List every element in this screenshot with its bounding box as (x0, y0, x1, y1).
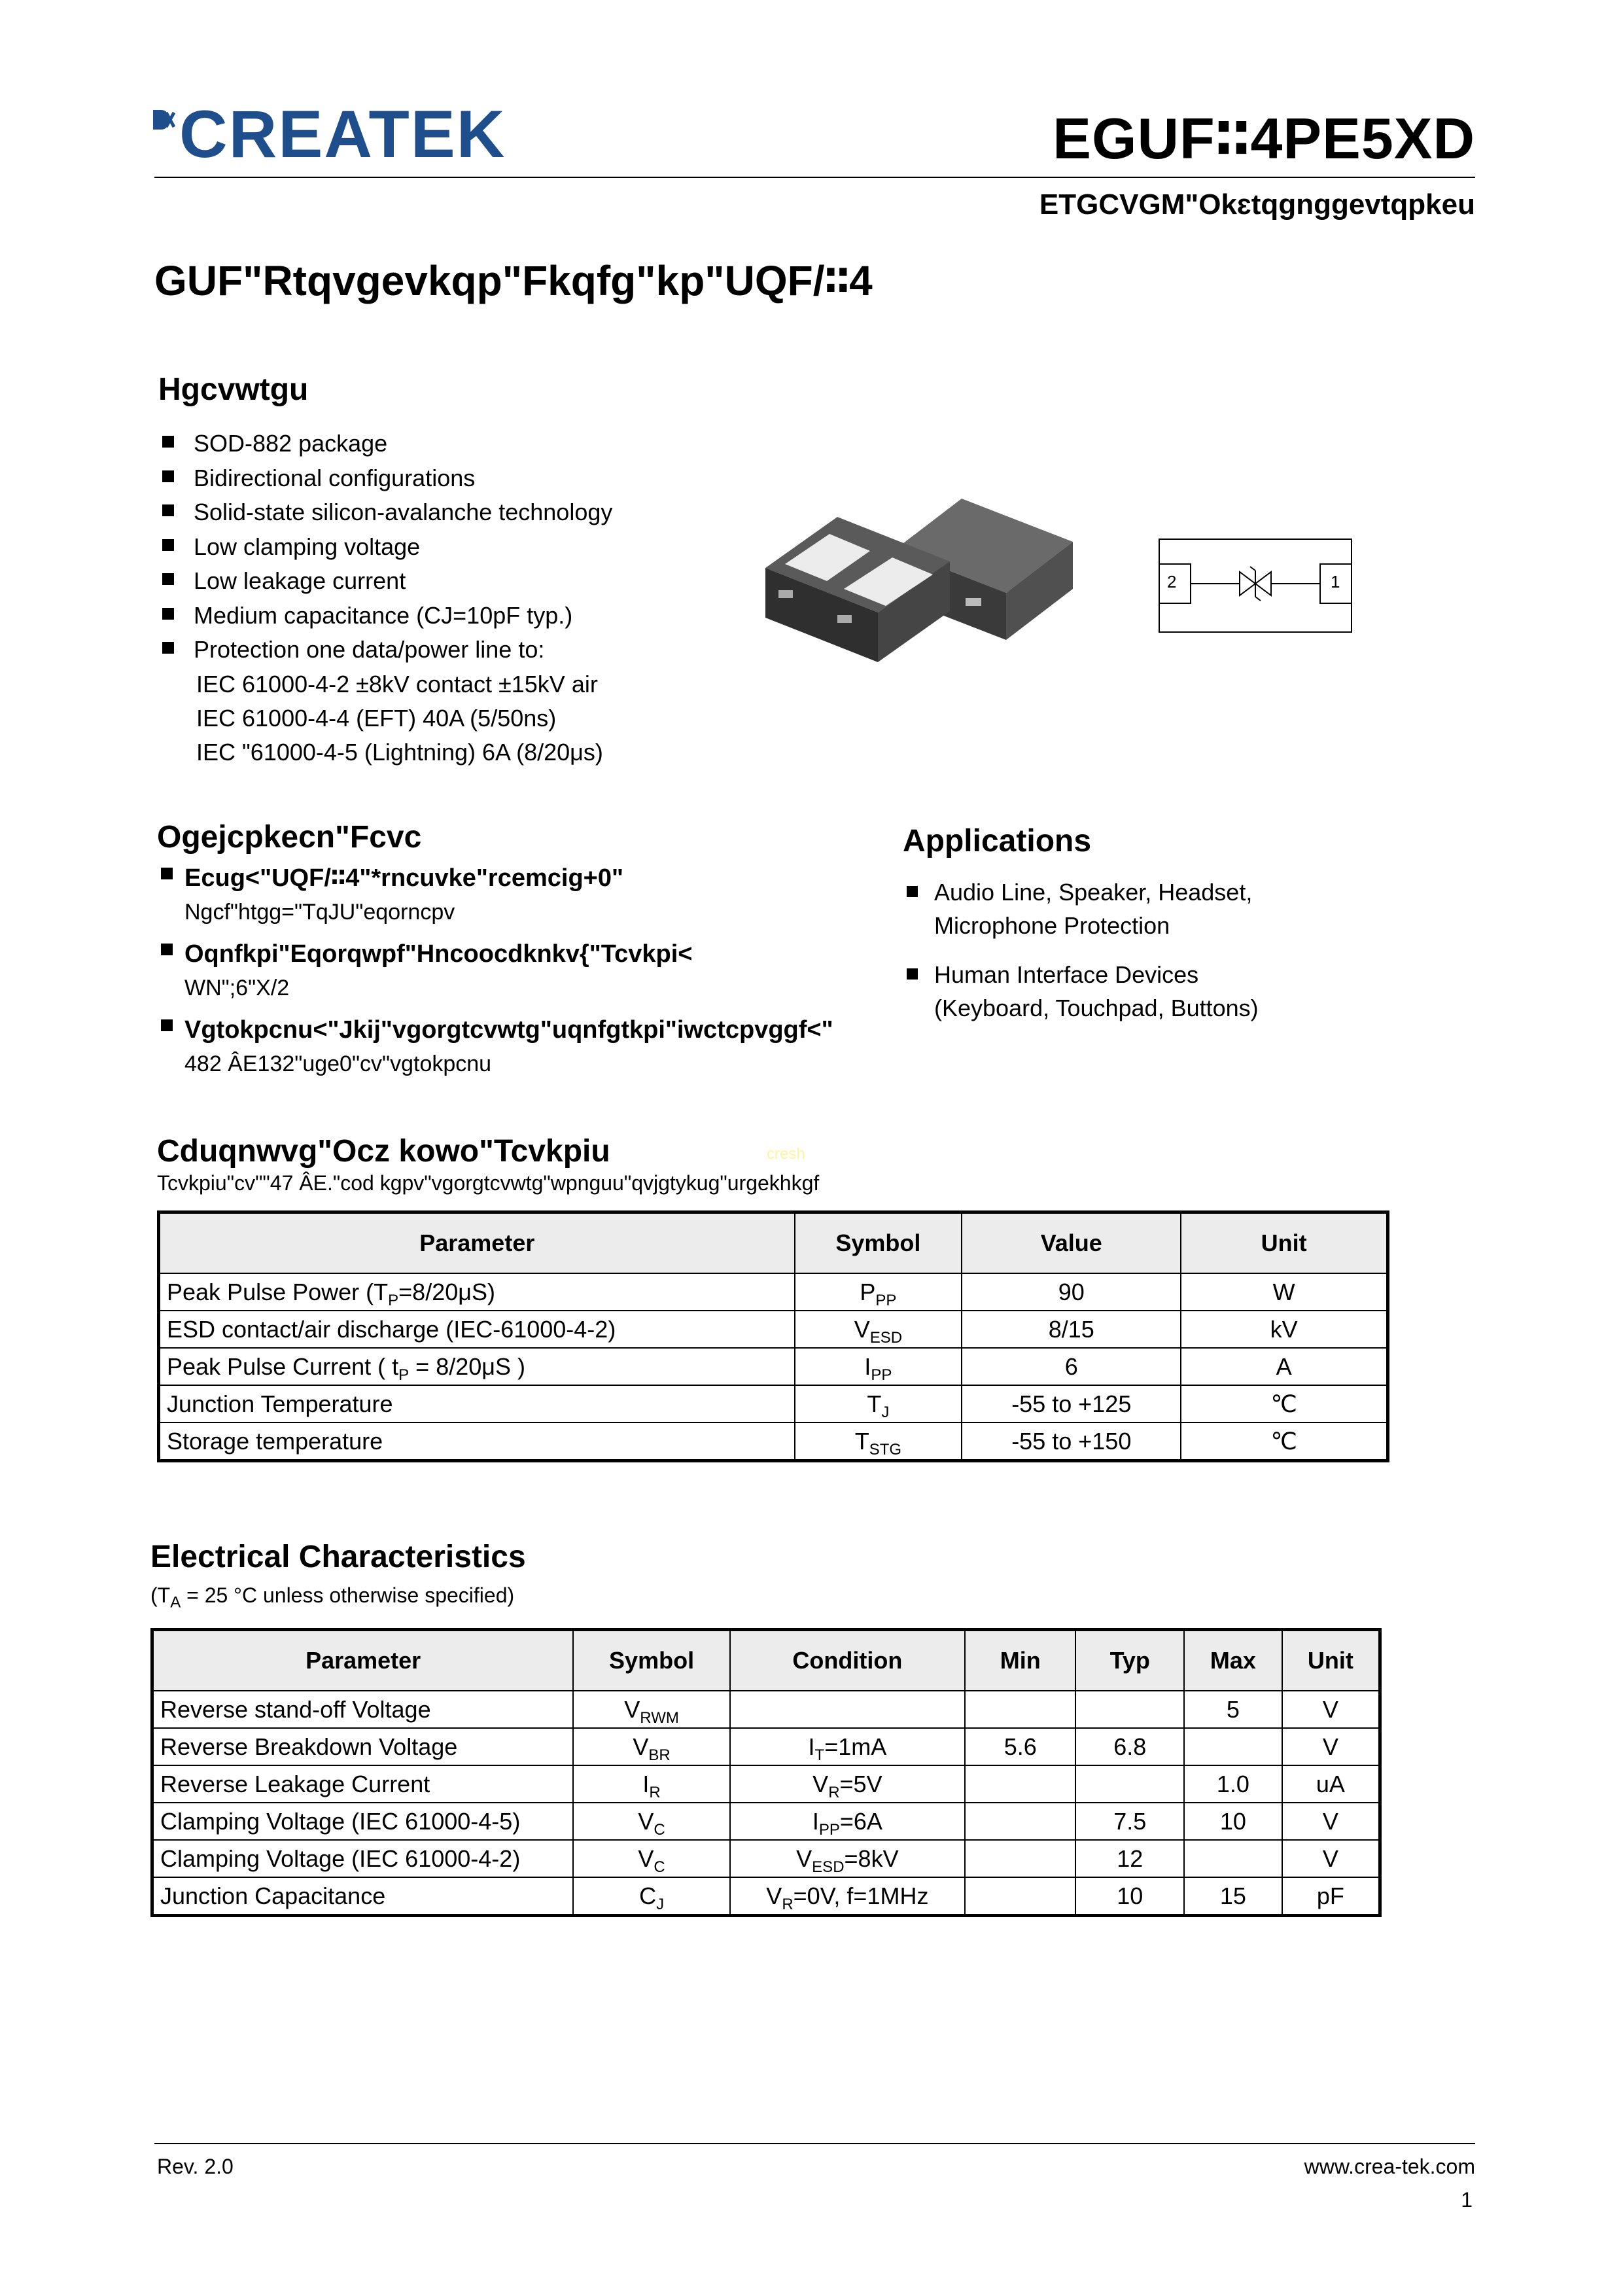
mechanical-item (157, 1013, 896, 1081)
feature-item (154, 495, 612, 530)
symbol-text: V (854, 1315, 870, 1343)
abs-max-note: Tcvkpiu"cv""47 ÂE."cod kgpv"vgorgtcvwtg"wpnguu"qvjgtykug"urgekhkgf (157, 1171, 820, 1195)
symbol-subscript: C (654, 1820, 665, 1839)
company-logo (152, 98, 506, 170)
features-sub-list (154, 667, 603, 769)
condition-cell (730, 1691, 965, 1728)
symbol-subscript: PP (875, 1291, 897, 1309)
feature-text: Medium capacitance (CJ=10pF typ.) (194, 601, 573, 629)
application-item (903, 958, 1361, 1025)
schematic-pin-2: 2 (1167, 572, 1177, 592)
application-item (903, 875, 1361, 942)
max-cell: 1.0 (1184, 1765, 1282, 1803)
mechanical-item-line1: Oqnfkpi"Eqorqwpf"Hncoocdknkv{"Tcvkpi< (184, 940, 693, 968)
bullet-square-icon (162, 573, 174, 585)
table-header-cell: Typ (1075, 1630, 1184, 1691)
unit-cell: V (1282, 1840, 1380, 1877)
condition-cell (730, 1877, 965, 1916)
mechanical-item (157, 937, 896, 1005)
table-header-cell: Parameter (152, 1630, 574, 1691)
condition-text: I (808, 1733, 815, 1760)
table-row (159, 1311, 1388, 1348)
feature-text: Bidirectional configurations (194, 464, 476, 491)
symbol-cell (573, 1691, 730, 1728)
table-row (159, 1385, 1388, 1422)
condition-subscript: R (782, 1895, 794, 1913)
parameter-cell: Clamping Voltage (IEC 61000-4-5) (152, 1803, 574, 1840)
max-cell (1184, 1840, 1282, 1877)
symbol-text: V (624, 1695, 640, 1723)
abs-max-heading: Cduqnwvg"Ocz kowo"Tcvkpiu (157, 1134, 610, 1169)
unit-cell: V (1282, 1691, 1380, 1728)
symbol-subscript: R (649, 1783, 661, 1801)
value-cell: 90 (962, 1273, 1181, 1311)
applications-heading: Applications (903, 824, 1092, 858)
unit-cell: kV (1181, 1311, 1387, 1348)
logo-text: CREATEK (179, 97, 506, 171)
footer-website[interactable]: www.crea-tek.com (1304, 2155, 1475, 2178)
table-row (152, 1877, 1380, 1916)
parameter-cell (159, 1422, 795, 1461)
condition-text: V (812, 1770, 829, 1797)
feature-sub-item: IEC 61000-4-4 (EFT) 40A (5/50ns) (196, 705, 557, 732)
min-cell (965, 1691, 1076, 1728)
min-cell (965, 1840, 1076, 1877)
symbol-text: I (642, 1770, 650, 1797)
stray-watermark-text: cresh (767, 1145, 805, 1163)
schematic-pin-1: 1 (1331, 572, 1340, 592)
symbol-text: T (867, 1390, 882, 1417)
min-cell (965, 1877, 1076, 1916)
symbol-subscript: ESD (869, 1328, 903, 1347)
application-item-line1: Audio Line, Speaker, Headset, (934, 879, 1253, 906)
symbol-text: V (638, 1807, 654, 1835)
applications-list (903, 875, 1361, 1040)
table-row (159, 1348, 1388, 1385)
symbol-text: I (864, 1352, 871, 1380)
condition-subscript: T (814, 1746, 825, 1764)
symbol-cell (573, 1877, 730, 1916)
symbol-text: T (854, 1427, 869, 1455)
symbol-text: P (860, 1278, 876, 1305)
bullet-square-icon (161, 944, 173, 955)
symbol-text: V (638, 1845, 654, 1872)
max-cell: 5 (1184, 1691, 1282, 1728)
parameter-tail: = 8/20μS ) (409, 1352, 526, 1380)
condition-tail: =1mA (824, 1733, 887, 1760)
application-item-line1: Human Interface Devices (934, 961, 1199, 988)
feature-item (154, 599, 612, 633)
table-row (152, 1765, 1380, 1803)
max-cell (1184, 1728, 1282, 1765)
parameter-subscript: P (398, 1366, 410, 1384)
bullet-square-icon (162, 539, 174, 551)
header-subtitle: ETGCVGM"Okɛtqgnɡgevtqpkeu (1039, 188, 1475, 221)
unit-cell: ℃ (1181, 1422, 1387, 1461)
condition-text: V (796, 1845, 812, 1872)
mechanical-item-line1: Ecug<"UQF/∶∶4"*rncuvke"rcemcig+0" (184, 864, 624, 892)
symbol-text: C (639, 1882, 657, 1909)
typ-cell (1075, 1765, 1184, 1803)
unit-cell: V (1282, 1803, 1380, 1840)
mechanical-item (157, 861, 896, 929)
parameter-text: Junction Temperature (167, 1390, 393, 1417)
feature-text: SOD-882 package (194, 430, 388, 457)
parameter-subscript: P (388, 1291, 399, 1309)
mechanical-heading: Ogejcpkecn"Fcvc (157, 820, 422, 855)
typ-cell: 12 (1075, 1840, 1184, 1877)
footer-revision: Rev. 2.0 (157, 2155, 234, 2178)
document-title: GUF"Rtqvgevkqp"Fkqfg"kp"UQF/∶∶4 (154, 257, 873, 304)
part-number: EGUF∶∶4PE5XD (1053, 106, 1475, 171)
application-item-line2: (Keyboard, Touchpad, Buttons) (934, 995, 1259, 1021)
condition-subscript: PP (818, 1820, 840, 1839)
bullet-square-icon (162, 608, 174, 620)
symbol-text: V (633, 1733, 649, 1760)
parameter-cell (159, 1385, 795, 1422)
table-row (152, 1840, 1380, 1877)
symbol-cell (573, 1728, 730, 1765)
table-header-cell: Parameter (159, 1212, 795, 1274)
bullet-square-icon (162, 504, 174, 516)
typ-cell (1075, 1691, 1184, 1728)
feature-item (154, 530, 612, 565)
bullet-square-icon (162, 470, 174, 482)
table-row (152, 1728, 1380, 1765)
mechanical-item-line2: 482 ÂE132"uge0"cv"vgtokpcnu (184, 1051, 492, 1076)
value-cell: 6 (962, 1348, 1181, 1385)
parameter-cell (159, 1311, 795, 1348)
parameter-tail: =8/20μS) (398, 1278, 495, 1305)
unit-cell: V (1282, 1728, 1380, 1765)
min-cell (965, 1803, 1076, 1840)
mechanical-item-line2: WN";6"X/2 (184, 976, 290, 1000)
feature-text: Solid-state silicon-avalanche technology (194, 499, 613, 525)
bullet-square-icon (162, 642, 174, 654)
feature-sub-item: IEC 61000-4-2 ±8kV contact ±15kV air (196, 671, 598, 698)
value-cell: 8/15 (962, 1311, 1181, 1348)
symbol-cell (795, 1348, 962, 1385)
mechanical-item-line2: Ngcf"htgg="TqJU"eqorncpv (184, 900, 455, 925)
parameter-cell (159, 1348, 795, 1385)
condition-cell (730, 1728, 965, 1765)
feature-item (154, 633, 612, 667)
parameter-cell: Junction Capacitance (152, 1877, 574, 1916)
parameter-text: Peak Pulse Power (T (167, 1278, 389, 1305)
parameter-text: Peak Pulse Current ( t (167, 1352, 399, 1380)
value-cell: -55 to +125 (962, 1385, 1181, 1422)
table-header-cell: Symbol (573, 1630, 730, 1691)
condition-tail: =6A (839, 1807, 882, 1835)
feature-item (154, 427, 612, 461)
parameter-cell (159, 1273, 795, 1311)
symbol-cell (795, 1311, 962, 1348)
logo-mark-icon (152, 107, 177, 132)
bullet-square-icon (161, 868, 173, 879)
parameter-text: ESD contact/air discharge (IEC-61000-4-2) (167, 1315, 616, 1343)
features-list (154, 427, 612, 667)
unit-cell: W (1181, 1273, 1387, 1311)
unit-cell: pF (1282, 1877, 1380, 1916)
table-header-cell: Condition (730, 1630, 965, 1691)
condition-text: I (812, 1807, 819, 1835)
table-header-cell: Symbol (795, 1212, 962, 1274)
symbol-subscript: PP (871, 1366, 892, 1384)
condition-cell (730, 1803, 965, 1840)
table-header-cell: Unit (1181, 1212, 1387, 1274)
parameter-cell: Reverse stand-off Voltage (152, 1691, 574, 1728)
feature-item (154, 564, 612, 599)
symbol-cell (573, 1840, 730, 1877)
mechanical-item-line1: Vgtokpcnu<"Jkij"vgorgtcvwtg"uqnfgtkpi"iwctcpvggf<" (184, 1016, 833, 1044)
symbol-subscript: C (654, 1858, 665, 1876)
symbol-cell (795, 1273, 962, 1311)
symbol-cell (573, 1803, 730, 1840)
bullet-square-icon (907, 968, 918, 980)
abs-max-table (157, 1210, 1389, 1462)
table-row (159, 1422, 1388, 1461)
condition-cell (730, 1765, 965, 1803)
parameter-cell: Reverse Breakdown Voltage (152, 1728, 574, 1765)
feature-text: Protection one data/power line to: (194, 636, 545, 663)
min-cell: 5.6 (965, 1728, 1076, 1765)
min-cell (965, 1765, 1076, 1803)
feature-sub-item: IEC "61000-4-5 (Lightning) 6A (8/20μs) (196, 739, 603, 766)
table-header-cell: Unit (1282, 1630, 1380, 1691)
feature-text: Low leakage current (194, 567, 406, 594)
symbol-subscript: BR (648, 1746, 671, 1764)
symbol-cell (795, 1422, 962, 1461)
features-heading: Hgcvwtgu (158, 372, 309, 407)
mechanical-list (157, 861, 896, 1089)
page-number: 1 (1461, 2188, 1473, 2212)
bullet-square-icon (907, 886, 918, 897)
condition-tail: =0V, f=1MHz (793, 1882, 929, 1909)
typ-cell: 6.8 (1075, 1728, 1184, 1765)
package-image (759, 491, 1086, 674)
table-row (152, 1803, 1380, 1840)
header-divider (154, 177, 1475, 178)
condition-tail: =5V (839, 1770, 882, 1797)
max-cell: 15 (1184, 1877, 1282, 1916)
electrical-heading: Electrical Characteristics (150, 1540, 526, 1574)
condition-subscript: ESD (812, 1858, 845, 1876)
typ-cell: 10 (1075, 1877, 1184, 1916)
bullet-square-icon (161, 1019, 173, 1031)
footer-divider (154, 2143, 1475, 2144)
unit-cell: uA (1282, 1765, 1380, 1803)
electrical-note: ($T_A = 25$ °C unless otherwise specified) (150, 1583, 515, 1612)
electrical-table (150, 1628, 1382, 1917)
symbol-subscript: STG (869, 1440, 902, 1458)
table-header-cell: Value (962, 1212, 1181, 1274)
parameter-cell: Reverse Leakage Current (152, 1765, 574, 1803)
symbol-cell (573, 1765, 730, 1803)
tvs-schematic-diagram (1158, 538, 1354, 635)
max-cell: 10 (1184, 1803, 1282, 1840)
table-row (152, 1691, 1380, 1728)
symbol-subscript: J (881, 1403, 890, 1421)
feature-text: Low clamping voltage (194, 533, 421, 560)
bullet-square-icon (162, 436, 174, 448)
condition-tail: =8kV (844, 1845, 899, 1872)
table-row (159, 1273, 1388, 1311)
parameter-text: Storage temperature (167, 1427, 383, 1455)
application-item-line2: Microphone Protection (934, 912, 1170, 939)
symbol-subscript: RWM (640, 1708, 679, 1727)
symbol-subscript: J (656, 1895, 665, 1913)
feature-item (154, 461, 612, 496)
unit-cell: A (1181, 1348, 1387, 1385)
unit-cell: ℃ (1181, 1385, 1387, 1422)
table-header-cell: Max (1184, 1630, 1282, 1691)
value-cell: -55 to +150 (962, 1422, 1181, 1461)
condition-cell (730, 1840, 965, 1877)
condition-subscript: R (828, 1783, 840, 1801)
parameter-cell: Clamping Voltage (IEC 61000-4-2) (152, 1840, 574, 1877)
table-header-cell: Min (965, 1630, 1076, 1691)
symbol-cell (795, 1385, 962, 1422)
typ-cell: 7.5 (1075, 1803, 1184, 1840)
condition-text: V (766, 1882, 782, 1909)
